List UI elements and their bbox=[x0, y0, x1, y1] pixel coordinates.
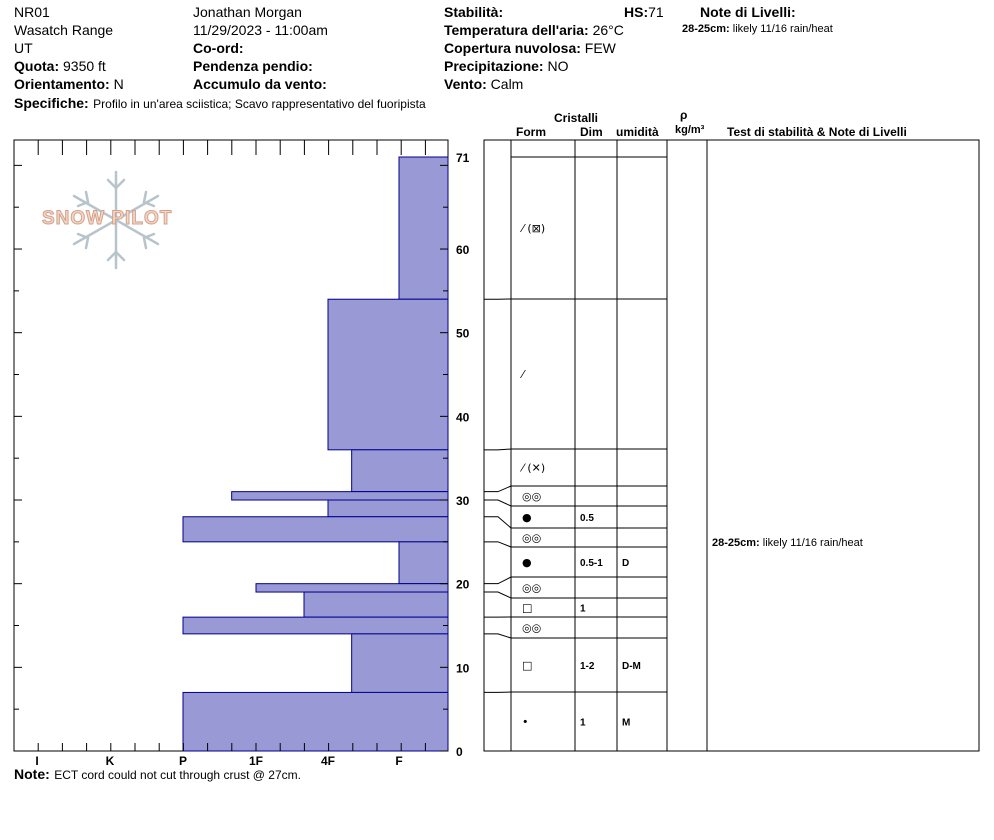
row-connector bbox=[484, 634, 511, 638]
quota-value: 9350 ft bbox=[63, 58, 106, 74]
grain-dim: 0.5-1 bbox=[580, 558, 603, 569]
x-tick-label: P bbox=[178, 754, 188, 768]
hardness-bar bbox=[399, 157, 448, 299]
grain-dim: 1 bbox=[580, 717, 586, 729]
hardness-bar bbox=[183, 692, 448, 751]
grain-form: ◎◎ bbox=[522, 531, 542, 545]
grain-form: □ bbox=[522, 659, 533, 672]
stability-header: Test di stabilità & Note di Livelli bbox=[727, 125, 907, 139]
moisture: M bbox=[622, 717, 631, 729]
cloud-value: FEW bbox=[584, 40, 616, 56]
hardness-bar bbox=[328, 299, 448, 450]
grain-dim: 0.5 bbox=[580, 513, 594, 524]
grain-form: • bbox=[522, 715, 529, 729]
precip-label: Precipitazione: bbox=[444, 58, 544, 74]
grain-dim: 1 bbox=[580, 603, 586, 615]
cristalli-header: Cristalli bbox=[554, 111, 599, 125]
grain-form: ◎◎ bbox=[522, 490, 542, 503]
stability-notes bbox=[712, 537, 863, 549]
row-connector bbox=[484, 542, 511, 547]
moisture: D-M bbox=[622, 661, 641, 672]
temp-label: Temperatura dell'aria: bbox=[444, 22, 589, 38]
datetime: 11/29/2023 - 11:00am bbox=[193, 22, 328, 38]
state: UT bbox=[14, 40, 33, 56]
y-tick-label: 40 bbox=[456, 410, 470, 425]
hardness-bar bbox=[232, 492, 448, 500]
hardness-bar bbox=[183, 617, 448, 634]
row-connector bbox=[484, 577, 511, 584]
range-name: Wasatch Range bbox=[14, 22, 114, 38]
hardness-bar bbox=[399, 542, 448, 584]
spec-label: Specifiche: bbox=[14, 95, 89, 111]
row-connector bbox=[484, 500, 511, 506]
hardness-bars bbox=[183, 157, 448, 751]
accumulo-label: Accumulo da vento: bbox=[193, 76, 327, 92]
orient-label: Orientamento: bbox=[14, 76, 110, 92]
grain-form: ● bbox=[522, 556, 532, 569]
coord-label: Co-ord: bbox=[193, 40, 244, 56]
note-label: Note: bbox=[14, 766, 50, 782]
notes-title: Note di Livelli: bbox=[700, 4, 796, 20]
grain-form: ● bbox=[522, 511, 532, 524]
stability-note: 28-25cm: likely 11/16 rain/heat bbox=[712, 537, 863, 549]
grain-form: ⁄ (✕) bbox=[522, 461, 546, 475]
grain-form: ⁄ bbox=[522, 368, 524, 381]
x-tick-label: K bbox=[105, 754, 115, 768]
x-tick-label: 4F bbox=[320, 754, 336, 768]
quota-label: Quota: bbox=[14, 58, 60, 74]
logo-text: SNOW PILOT bbox=[42, 208, 173, 229]
hardness-bar bbox=[183, 517, 448, 542]
cloud-label: Copertura nuvolosa: bbox=[444, 40, 581, 56]
hs-label: HS: bbox=[624, 4, 649, 20]
hs-value: 71 bbox=[648, 4, 664, 20]
hardness-bar bbox=[352, 634, 448, 693]
grain-form: ⁄ (⊠) bbox=[522, 222, 546, 235]
wind-label: Vento: bbox=[444, 76, 487, 92]
y-tick-label: 30 bbox=[456, 494, 470, 509]
hardness-bar bbox=[304, 592, 448, 617]
rho-header: ρ bbox=[680, 108, 688, 122]
temp-value: 26°C bbox=[592, 22, 624, 38]
grain-form: □ bbox=[522, 601, 533, 615]
grain-form: ◎◎ bbox=[522, 621, 542, 635]
hardness-bar bbox=[328, 500, 448, 517]
orient-value: N bbox=[113, 76, 124, 92]
hardness-bar bbox=[256, 584, 448, 592]
x-tick-label: 1F bbox=[248, 754, 264, 768]
row-connector bbox=[484, 517, 511, 528]
hardness-bar bbox=[352, 450, 448, 492]
note-value: ECT cord could not cut through crust @ 27cm. bbox=[54, 768, 301, 782]
stab-label: Stabilità: bbox=[444, 4, 504, 20]
grain-dim: 1-2 bbox=[580, 661, 595, 672]
y-tick-label: 20 bbox=[456, 577, 470, 592]
spec-value: Profilo in un'area sciistica; Scavo rappresentativo del fuoripista bbox=[93, 97, 426, 111]
y-tick-label: 71 bbox=[456, 151, 470, 165]
umidita-header: umidità bbox=[616, 125, 659, 139]
site-id: NR01 bbox=[14, 4, 50, 20]
wind-value: Calm bbox=[490, 76, 524, 92]
notes-key: 28-25cm: bbox=[682, 23, 730, 35]
y-tick-label: 50 bbox=[456, 326, 470, 341]
dim-header: Dim bbox=[580, 125, 603, 139]
grain-form: ◎◎ bbox=[522, 581, 542, 595]
precip-value: NO bbox=[547, 58, 569, 74]
x-tick-label: I bbox=[35, 754, 39, 768]
moisture: D bbox=[622, 558, 630, 569]
y-tick-label: 0 bbox=[456, 745, 463, 759]
y-tick-label: 10 bbox=[456, 661, 470, 676]
y-tick-label: 60 bbox=[456, 243, 470, 258]
row-connector bbox=[484, 449, 511, 450]
row-connector bbox=[484, 486, 511, 492]
density-unit-header: kg/m³ bbox=[675, 124, 705, 136]
pendenza-label: Pendenza pendio: bbox=[193, 58, 313, 74]
x-tick-label: F bbox=[395, 754, 403, 768]
observer: Jonathan Morgan bbox=[193, 4, 302, 20]
layer-table-frame bbox=[484, 140, 979, 751]
row-connector bbox=[484, 592, 511, 598]
form-header: Form bbox=[516, 125, 546, 139]
notes-value: likely 11/16 rain/heat bbox=[732, 23, 833, 35]
